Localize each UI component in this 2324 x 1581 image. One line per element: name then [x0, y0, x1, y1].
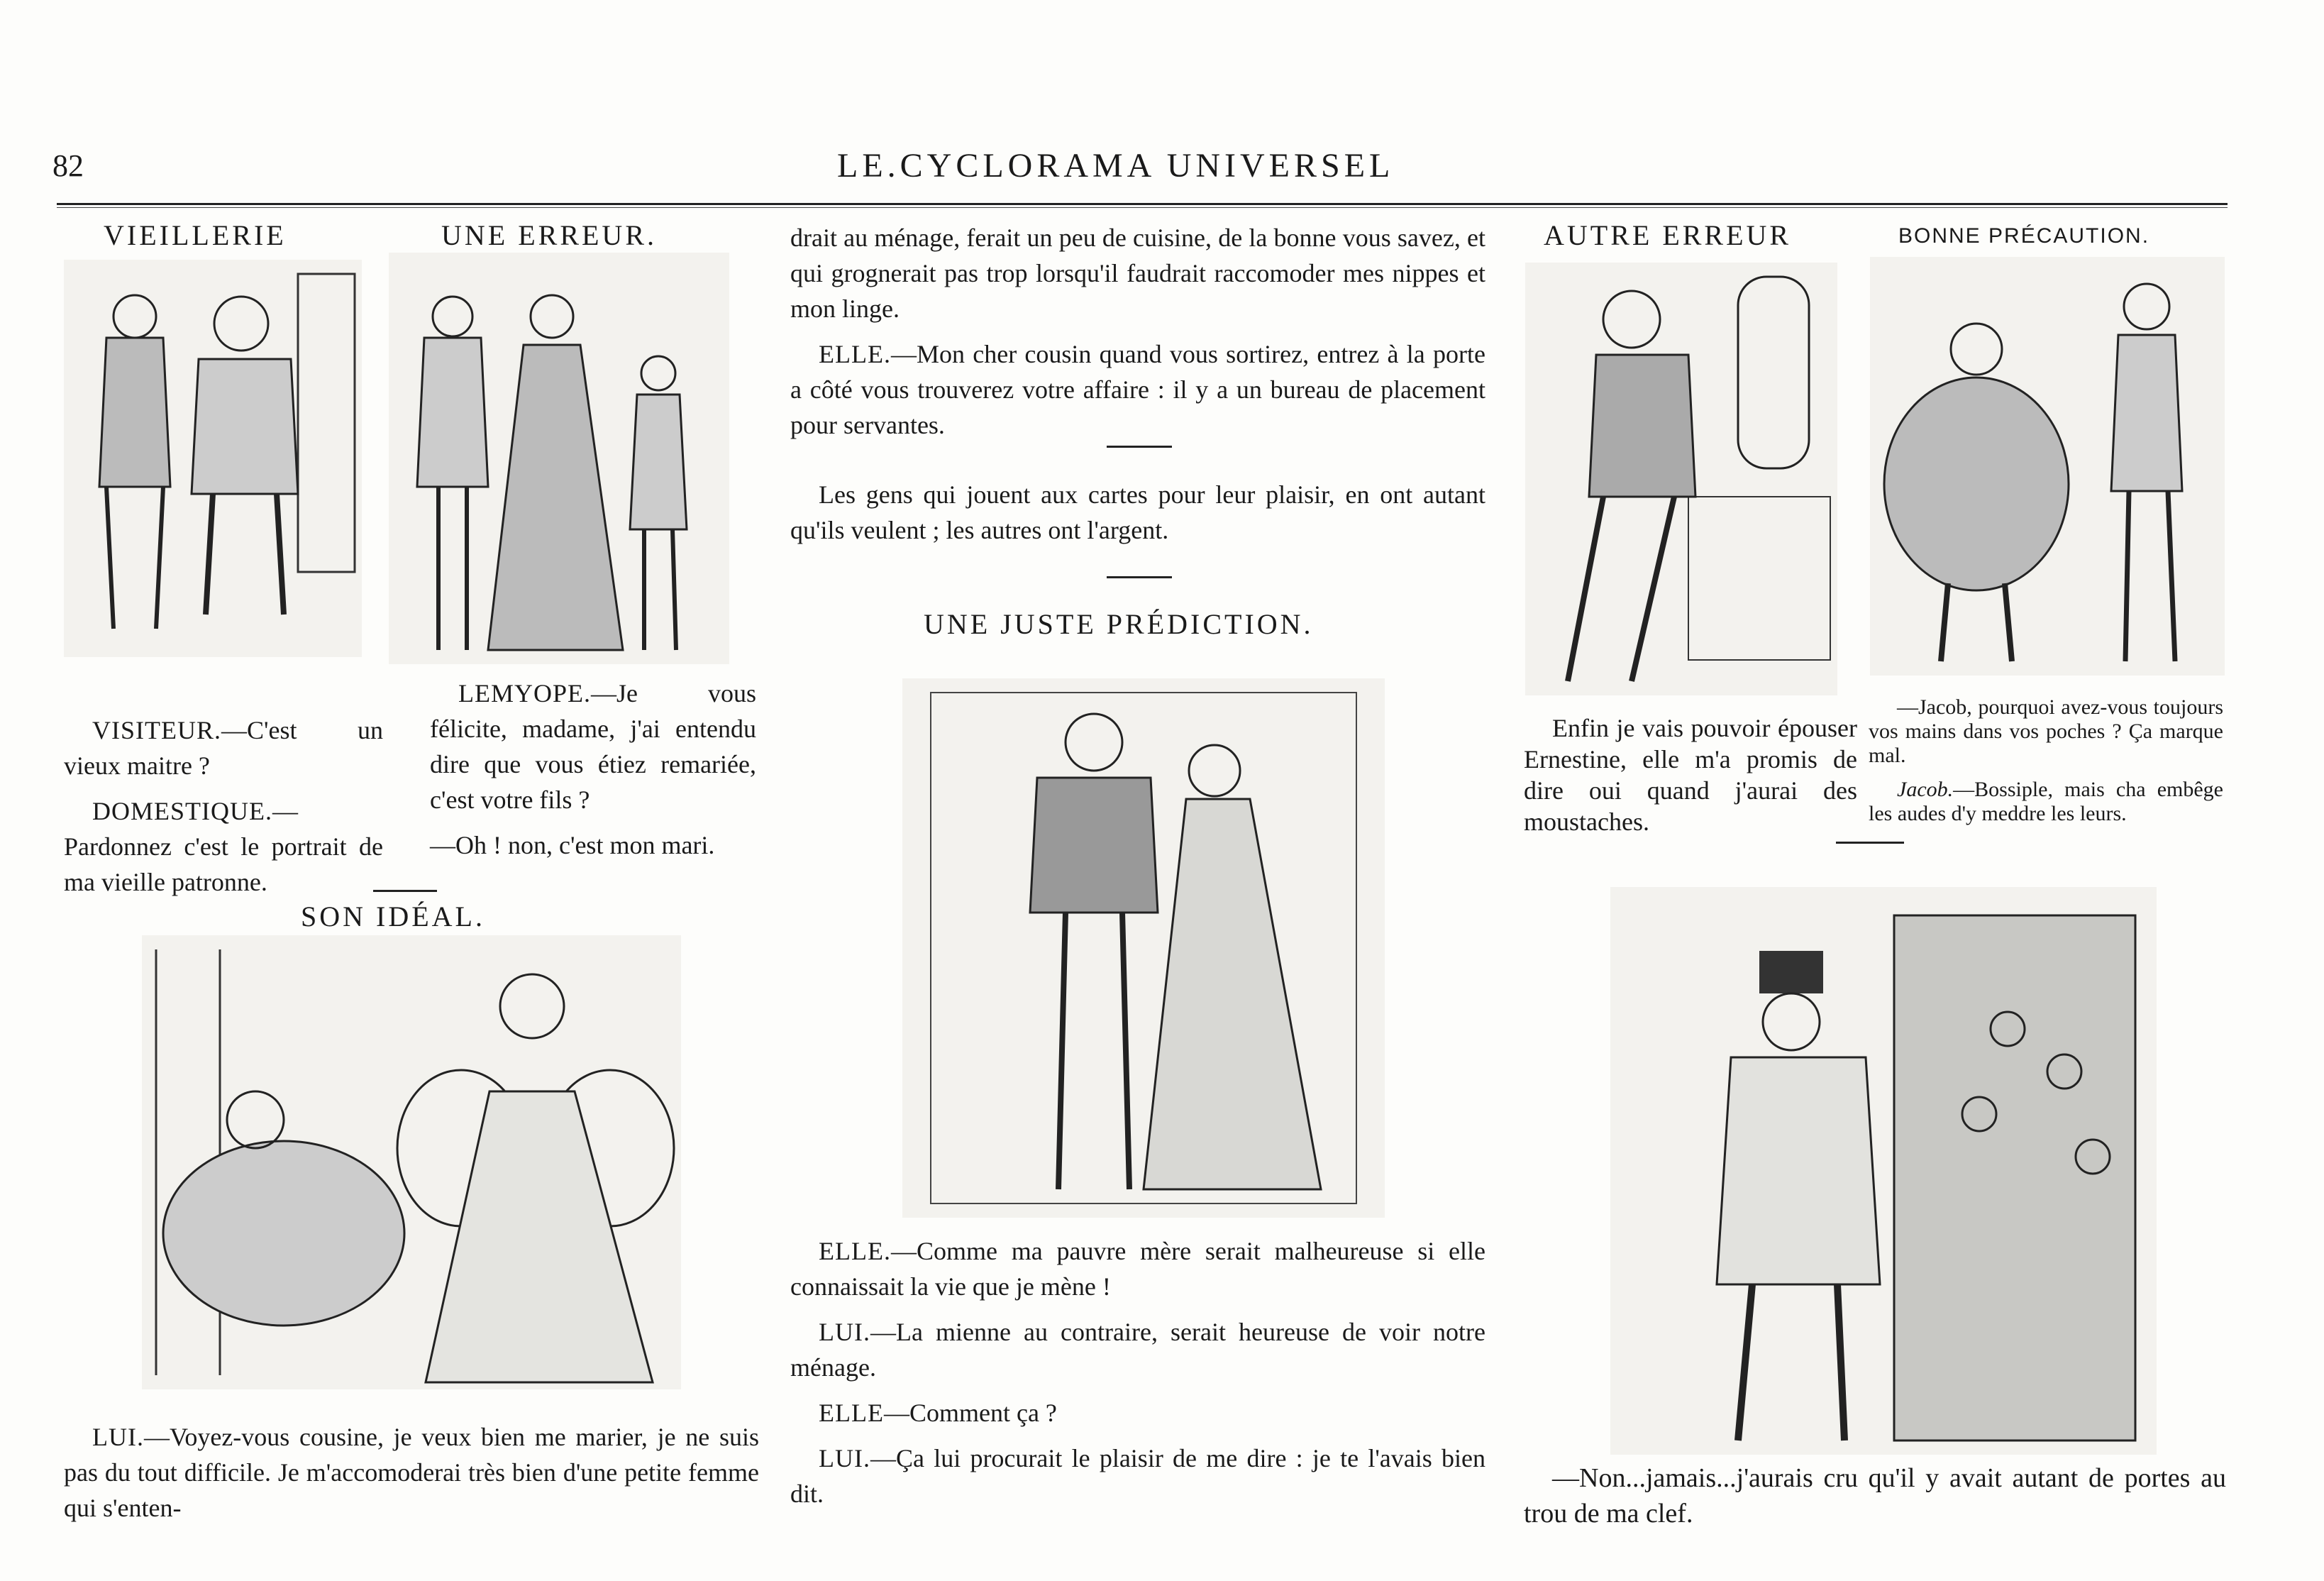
vieillerie-title: VIEILLERIE — [104, 219, 287, 251]
speaker-elle-1: ELLE. — [819, 340, 891, 368]
prediction-dialogue — [790, 1233, 1485, 1521]
speaker-domestique: DOMESTIQUE. — [92, 797, 272, 825]
page-number: 82 — [52, 148, 84, 183]
ideal-drawing — [142, 935, 681, 1389]
prediction-line4: —Ça lui procurait le plaisir de me dire : je te l'avais bien dit. — [790, 1444, 1485, 1508]
erreur-line1: —Je vous félicite, madame, j'ai entendu dire que vous étiez remariée, c'est votre fils ? — [430, 679, 756, 814]
autre-erreur-caption — [1524, 712, 1857, 847]
erreur-title: UNE ERREUR. — [441, 219, 657, 251]
vieillerie-caption — [64, 712, 383, 910]
speaker-lui-3: LUI. — [819, 1444, 870, 1472]
erreur-caption — [430, 676, 756, 873]
separator-2 — [1107, 576, 1172, 578]
clef-separator — [1836, 842, 1904, 844]
ideal-text: —Voyez-vous cousine, je veux bien me marier, je ne suis pas du tout difficile. Je m'accomoderai très bien d'une petite femme qui s'enten- — [64, 1423, 759, 1522]
prediction-line3: —Comment ça ? — [883, 1399, 1057, 1427]
speaker-elle-3: ELLE — [819, 1399, 884, 1427]
joke-text: Les gens qui jouent aux cartes pour leur plaisir, en ont autant qu'ils veulent ; les autres ont l'argent. — [790, 480, 1485, 544]
clef-caption — [1524, 1460, 2226, 1541]
continuation-text-2: —Mon cher cousin quand vous sortirez, entrez à la porte a côté vous trouverez votre affaire : il y a un bureau de placement pour servantes. — [790, 340, 1485, 439]
masthead-title: LE.CYCLORAMA UNIVERSEL — [837, 147, 1395, 184]
precaution-line2: —Bossiple, mais cha embêge les audes d'y meddre les leurs. — [1869, 778, 2223, 825]
erreur-illustration — [389, 253, 729, 664]
separator-1 — [1107, 446, 1172, 448]
clef-drawing — [1610, 887, 2157, 1455]
continuation-text-1: drait au ménage, ferait un peu de cuisine, de la bonne vous savez, et qui grognerait pas trop lorsqu'il faudrait raccomoder mes nippes et mon linge. — [790, 224, 1485, 323]
speaker-jacob: Jacob. — [1897, 778, 1954, 801]
prediction-line1: —Comme ma pauvre mère serait malheureuse si elle connaissait la vie que je mène ! — [790, 1237, 1485, 1301]
ideal-caption — [64, 1419, 759, 1536]
ideal-continuation — [790, 220, 1485, 453]
prediction-title: UNE JUSTE PRÉDICTION. — [924, 608, 1314, 640]
ideal-illustration — [142, 935, 681, 1389]
prediction-line2: —La mienne au contraire, serait heureuse de voir notre ménage. — [790, 1318, 1485, 1382]
speaker-visiteur: VISITEUR. — [92, 716, 221, 744]
erreur-drawing — [389, 253, 729, 664]
prediction-illustration — [902, 678, 1385, 1218]
vieillerie-line1: —C'est un vieux maitre ? — [64, 716, 383, 780]
header-rule — [57, 203, 2228, 205]
autre-erreur-text: Enfin je vais pouvoir épouser Ernestine, elle m'a promis de dire oui quand j'aurai des moustaches. — [1524, 714, 1857, 836]
speaker-lui-2: LUI. — [819, 1318, 870, 1346]
clef-illustration — [1610, 887, 2157, 1455]
speaker-lemyope: LEMYOPE. — [458, 679, 591, 707]
header-rule-thin — [57, 207, 2228, 208]
cards-joke — [790, 477, 1485, 558]
ideal-title: SON IDÉAL. — [301, 900, 485, 932]
precaution-title: BONNE PRÉCAUTION. — [1898, 224, 2150, 248]
autre-erreur-illustration — [1525, 263, 1837, 695]
clef-text: —Non...jamais...j'aurais cru qu'il y avait autant de portes au trou de ma clef. — [1524, 1463, 2226, 1528]
vieillerie-line2: — Pardonnez c'est le portrait de ma vieille patronne. — [64, 797, 383, 896]
autre-erreur-drawing — [1525, 263, 1837, 695]
precaution-caption — [1869, 695, 2223, 836]
vieillerie-drawing — [64, 260, 362, 657]
prediction-drawing — [902, 678, 1385, 1218]
precaution-line1: —Jacob, pourquoi avez-vous toujours vos mains dans vos poches ? Ça marque mal. — [1869, 695, 2223, 767]
precaution-illustration — [1870, 257, 2225, 676]
precaution-drawing — [1870, 257, 2225, 676]
speaker-lui-ideal: LUI. — [92, 1423, 144, 1451]
vieillerie-illustration — [64, 260, 362, 657]
speaker-elle-2: ELLE. — [819, 1237, 891, 1265]
autre-erreur-title: AUTRE ERREUR — [1544, 219, 1792, 251]
erreur-line2: —Oh ! non, c'est mon mari. — [430, 831, 715, 859]
ideal-separator — [373, 890, 437, 892]
